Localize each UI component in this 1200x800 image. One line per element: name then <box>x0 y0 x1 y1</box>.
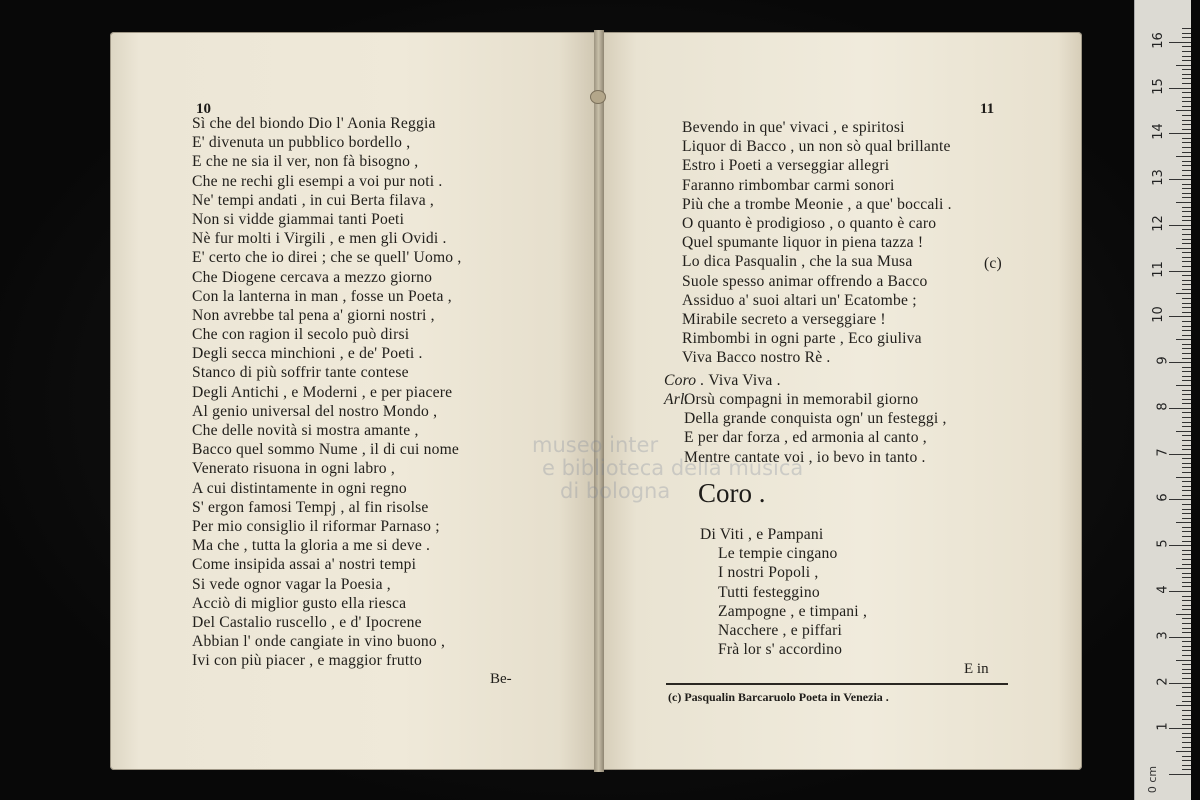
ruler-tick <box>1182 669 1191 670</box>
ruler-tick <box>1182 463 1191 464</box>
verse-line: Che delle novità si mostra amante , <box>192 422 419 439</box>
verse-line: E per dar forza , ed armonia al canto , <box>684 429 927 447</box>
ruler-tick <box>1182 412 1191 413</box>
ruler-tick <box>1182 724 1191 725</box>
ruler-tick <box>1182 175 1191 176</box>
ruler-number: 3 <box>1155 631 1171 640</box>
verse-line: Acciò di miglior gusto ella riesca <box>192 594 407 612</box>
ruler-tick <box>1182 628 1191 629</box>
ruler-tick <box>1182 380 1191 381</box>
ruler-tick <box>1182 719 1191 720</box>
ruler-tick <box>1182 577 1191 578</box>
ruler-tick <box>1182 527 1191 528</box>
verse-line: Non si vidde giammai tanti Poeti <box>192 210 405 228</box>
ruler-number: 1 <box>1155 722 1171 731</box>
ruler-tick <box>1182 440 1191 441</box>
ruler-tick <box>1182 120 1191 121</box>
ruler-tick <box>1176 385 1191 386</box>
footnote-marker: (c) <box>984 255 1002 272</box>
book-gutter <box>594 30 604 772</box>
ruler-tick <box>1182 650 1191 651</box>
ruler-tick <box>1182 193 1191 194</box>
ruler-tick <box>1176 614 1191 615</box>
ruler-tick <box>1182 298 1191 299</box>
ruler-tick <box>1169 362 1191 363</box>
ruler-tick <box>1182 550 1191 551</box>
verse-line: Stanco di più soffrir tante contese <box>192 364 409 382</box>
ruler-number: 12 <box>1151 215 1167 232</box>
ruler-tick <box>1182 449 1191 450</box>
ruler-tick <box>1182 303 1191 304</box>
ruler-tick <box>1182 97 1191 98</box>
watermark-line: e biblioteca della musica <box>542 456 804 480</box>
ruler-tick <box>1182 289 1191 290</box>
ruler-tick <box>1182 435 1191 436</box>
ruler-tick <box>1169 591 1191 592</box>
ruler-tick <box>1176 339 1191 340</box>
watermark-line: museo inter <box>532 433 659 457</box>
ruler-number: 4 <box>1155 585 1171 594</box>
ruler-tick <box>1182 747 1191 748</box>
ruler-tick <box>1176 248 1191 249</box>
ruler-tick <box>1176 202 1191 203</box>
verse-line: Che ne rechi gli esempi a voi pur noti . <box>192 172 443 190</box>
verse-line: Si vede ognor vagar la Poesia , <box>192 575 391 593</box>
ruler-tick <box>1182 710 1191 711</box>
ruler-tick <box>1182 83 1191 84</box>
verse-line: Che con ragion il secolo può dirsi <box>192 326 410 344</box>
ruler-tick <box>1169 637 1191 638</box>
verse-line: Quel spumante liquor in piena tazza ! <box>682 234 924 252</box>
ruler-tick <box>1182 472 1191 473</box>
coro-text: Viva Viva . <box>708 372 781 389</box>
ruler-tick <box>1182 312 1191 313</box>
ruler-tick <box>1182 284 1191 285</box>
ruler-tick <box>1182 623 1191 624</box>
ruler-tick <box>1182 138 1191 139</box>
verse-line: Faranno rimbombar carmi sonori <box>682 176 895 194</box>
ruler-tick <box>1169 499 1191 500</box>
right-catchword: E in <box>964 661 989 677</box>
ruler-tick <box>1182 165 1191 166</box>
ruler-tick <box>1182 239 1191 240</box>
ruler-tick <box>1182 207 1191 208</box>
ruler-tick <box>1176 110 1191 111</box>
verse-line: I nostri Popoli , <box>718 564 819 582</box>
verse-line: Venerato risuona in ogni labro , <box>192 460 396 478</box>
ruler-tick <box>1182 280 1191 281</box>
ruler-tick <box>1182 596 1191 597</box>
ruler-tick <box>1182 481 1191 482</box>
verse-line: Che Diogene cercava a mezzo giorno <box>192 268 433 286</box>
ruler-number: 13 <box>1151 169 1167 186</box>
ruler-number: 5 <box>1155 539 1171 548</box>
ruler-tick <box>1182 765 1191 766</box>
ruler-tick <box>1182 701 1191 702</box>
ruler-tick <box>1182 687 1191 688</box>
ruler-tick <box>1182 124 1191 125</box>
ruler-tick <box>1182 609 1191 610</box>
ruler-tick <box>1182 422 1191 423</box>
ruler-tick <box>1182 531 1191 532</box>
speaker-arl: Arl. <box>664 391 689 408</box>
ruler-tick <box>1169 454 1191 455</box>
ruler-tick <box>1182 184 1191 185</box>
ruler-tick <box>1182 513 1191 514</box>
verse-line: Bacco quel sommo Nume , il di cui nome <box>192 441 460 459</box>
ruler-tick <box>1182 390 1191 391</box>
verse-line: Del Castalio ruscello , e d' Ipocrene <box>192 613 422 631</box>
ruler-tick <box>1182 243 1191 244</box>
verse-line: Suole spesso animar offrendo a Bacco <box>682 272 928 290</box>
verse-line: Ma che , tutta la gloria a me si deve . <box>192 537 431 555</box>
ruler-tick <box>1182 330 1191 331</box>
ruler-tick <box>1182 170 1191 171</box>
verse-line: E che ne sia il ver, non fà bisogno , <box>192 153 419 171</box>
ruler-tick <box>1182 266 1191 267</box>
ruler-tick <box>1169 179 1191 180</box>
ruler-tick <box>1182 737 1191 738</box>
verse-line: Ne' tempi andati , in cui Berta filava , <box>192 191 435 209</box>
ruler-tick <box>1182 229 1191 230</box>
ruler-tick <box>1182 582 1191 583</box>
ruler-tick <box>1182 403 1191 404</box>
verse-line: Assiduo a' suoi altari un' Ecatombe ; <box>682 291 917 309</box>
verse-line: Bevendo in que' vivaci , e spiritosi <box>682 119 905 136</box>
chorus-verse <box>700 525 867 659</box>
ruler-tick <box>1182 605 1191 606</box>
ruler-number: 16 <box>1151 31 1167 49</box>
ruler-number: 14 <box>1151 123 1167 141</box>
ruler-tick <box>1182 518 1191 519</box>
ruler-tick <box>1182 715 1191 716</box>
ruler-tick <box>1169 88 1191 89</box>
ruler-tick <box>1182 573 1191 574</box>
ruler-tick <box>1182 115 1191 116</box>
ruler-tick <box>1182 504 1191 505</box>
ruler-tick <box>1182 760 1191 761</box>
ruler-tick <box>1182 467 1191 468</box>
ruler-tick <box>1182 348 1191 349</box>
ruler-tick <box>1182 486 1191 487</box>
ruler-tick <box>1182 353 1191 354</box>
measurement-ruler <box>1134 0 1191 800</box>
verse-line: Liquor di Bacco , un non sò qual brillante <box>682 138 951 156</box>
left-page-number: 10 <box>196 101 211 117</box>
ruler-tick <box>1182 458 1191 459</box>
ruler-tick <box>1169 545 1191 546</box>
ruler-tick <box>1182 101 1191 102</box>
ruler-tick <box>1182 216 1191 217</box>
ruler-tick <box>1182 60 1191 61</box>
ruler-tick <box>1182 220 1191 221</box>
verse-line: Come insipida assai a' nostri tempi <box>192 556 417 574</box>
ruler-tick <box>1182 417 1191 418</box>
ruler-tick <box>1182 618 1191 619</box>
verse-line: Nè fur molti i Virgili , e men gli Ovidi . <box>192 230 447 248</box>
ruler-tick <box>1182 46 1191 47</box>
ruler-number: 2 <box>1155 676 1171 686</box>
verse-line: Abbian l' onde cangiate in vino buono , <box>192 633 446 651</box>
verse-line: S' ergon famosi Tempj , al fin risolse <box>192 498 429 516</box>
arl-speech <box>684 390 947 467</box>
ruler-tick <box>1182 78 1191 79</box>
ruler-tick <box>1182 426 1191 427</box>
ruler-number: 11 <box>1151 260 1167 278</box>
ruler-tick <box>1182 261 1191 262</box>
ruler-tick <box>1182 742 1191 743</box>
ruler-tick <box>1182 252 1191 253</box>
ruler-number: 8 <box>1155 402 1171 411</box>
ruler-tick <box>1182 600 1191 601</box>
ruler-tick <box>1176 751 1191 752</box>
ruler-tick <box>1182 344 1191 345</box>
speaker-coro: Coro . <box>664 372 705 389</box>
verse-line: Con la lanterna in man , fosse un Poeta , <box>192 287 452 305</box>
left-page-text <box>192 114 461 670</box>
ruler-tick <box>1182 147 1191 148</box>
ruler-tick <box>1182 564 1191 565</box>
ruler-tick <box>1182 335 1191 336</box>
ruler-tick <box>1169 316 1191 317</box>
ruler-tick <box>1169 42 1191 43</box>
verse-line: Sì che del biondo Dio l' Aonia Reggia <box>192 115 436 132</box>
verse-line: Orsù compagni in memorabil giorno <box>684 391 919 408</box>
ruler-tick <box>1182 188 1191 189</box>
ruler-tick <box>1176 431 1191 432</box>
ruler-tick <box>1182 152 1191 153</box>
ruler-tick <box>1182 367 1191 368</box>
ruler-tick <box>1182 586 1191 587</box>
ruler-number: 15 <box>1151 77 1167 95</box>
verse-line: Viva Bacco nostro Rè . <box>682 349 831 367</box>
verse-line: Nacchere , e piffari <box>718 621 843 639</box>
ruler-tick <box>1182 257 1191 258</box>
ruler-tick <box>1182 74 1191 75</box>
ruler-tick <box>1182 641 1191 642</box>
verse-line: Di Viti , e Pampani <box>700 526 824 543</box>
ruler-tick <box>1182 28 1191 29</box>
verse-line: E' certo che io direi ; che se quell' Uomo , <box>192 249 462 267</box>
ruler-tick <box>1182 33 1191 34</box>
right-page-verse <box>682 118 952 367</box>
ruler-tick <box>1182 696 1191 697</box>
verse-line: Frà lor s' accordino <box>718 641 843 659</box>
verse-line: E' divenuta un pubblico bordello , <box>192 134 411 152</box>
ruler-tick <box>1182 371 1191 372</box>
ruler-tick <box>1182 69 1191 70</box>
ruler-tick <box>1182 307 1191 308</box>
ruler-number: 9 <box>1155 356 1171 365</box>
watermark-line: di bologna <box>560 479 671 503</box>
ruler-tick <box>1182 509 1191 510</box>
ruler-tick <box>1182 646 1191 647</box>
ruler-tick <box>1182 733 1191 734</box>
ruler-number: 7 <box>1155 447 1171 457</box>
ruler-tick <box>1176 705 1191 706</box>
ruler-tick <box>1176 477 1191 478</box>
verse-line: Ivi con più piacer , e maggior frutto <box>192 652 422 670</box>
ruler-tick <box>1182 678 1191 679</box>
ruler-tick <box>1169 774 1191 775</box>
ruler-tick <box>1182 161 1191 162</box>
ruler-tick <box>1169 408 1191 409</box>
ruler-tick <box>1169 133 1191 134</box>
ruler-tick <box>1182 326 1191 327</box>
left-catchword: Be- <box>490 671 512 687</box>
ruler-tick <box>1182 541 1191 542</box>
ruler-tick <box>1182 632 1191 633</box>
ruler-tick <box>1182 490 1191 491</box>
ruler-tick <box>1182 559 1191 560</box>
chorus-heading: Coro . <box>698 478 766 508</box>
ruler-tick <box>1182 51 1191 52</box>
verse-line: Per mio consiglio il riformar Parnaso ; <box>192 517 440 535</box>
ruler-tick <box>1176 293 1191 294</box>
ruler-tick <box>1182 399 1191 400</box>
ruler-tick <box>1169 683 1191 684</box>
ruler-tick <box>1169 728 1191 729</box>
ruler-number: 10 <box>1151 306 1167 324</box>
verse-line: Della grande conquista ogn' un festeggi , <box>684 410 947 428</box>
ruler-unit: 0 cm <box>1146 765 1160 794</box>
ruler-tick <box>1182 37 1191 38</box>
verse-line: O quanto è prodigioso , o quanto è caro <box>682 214 937 232</box>
ruler-tick <box>1176 660 1191 661</box>
ruler-tick <box>1176 156 1191 157</box>
verse-line: Degli Antichi , e Moderni , e per piacere <box>192 383 453 401</box>
ruler-tick <box>1169 225 1191 226</box>
ruler-tick <box>1182 445 1191 446</box>
footnote-rule <box>666 683 1008 685</box>
ruler-tick <box>1182 655 1191 656</box>
ruler-tick <box>1182 495 1191 496</box>
ruler-tick <box>1182 769 1191 770</box>
ruler-tick <box>1182 376 1191 377</box>
verse-line: Le tempie cingano <box>718 545 838 563</box>
footnote: (c) Pasqualin Barcaruolo Poeta in Venezia . <box>668 690 889 704</box>
verse-line: Mentre cantate voi , io bevo in tanto . <box>684 448 926 466</box>
ruler-tick <box>1182 358 1191 359</box>
ruler-tick <box>1182 92 1191 93</box>
ruler-tick <box>1176 522 1191 523</box>
verse-line: Estro i Poeti a verseggiar allegri <box>682 157 890 175</box>
ruler-tick <box>1182 142 1191 143</box>
ruler-number: 6 <box>1155 493 1171 503</box>
ruler-tick <box>1182 197 1191 198</box>
ruler-tick <box>1182 106 1191 107</box>
verse-line: Zampogne , e timpani , <box>718 602 868 620</box>
ruler-tick <box>1169 271 1191 272</box>
ruler-tick <box>1176 65 1191 66</box>
binding-thread <box>590 90 606 104</box>
ruler-tick <box>1182 536 1191 537</box>
coro-line <box>664 371 781 390</box>
verse-line: Mirabile secreto a verseggiare ! <box>682 310 886 328</box>
ruler-tick <box>1182 756 1191 757</box>
verse-line: Non avrebbe tal pena a' giorni nostri , <box>192 306 435 324</box>
ruler-tick <box>1182 673 1191 674</box>
verse-line: Degli secca minchioni , e de' Poeti . <box>192 345 423 363</box>
ruler-tick <box>1182 664 1191 665</box>
ruler-tick <box>1182 275 1191 276</box>
ruler-tick <box>1182 394 1191 395</box>
ruler-tick <box>1182 56 1191 57</box>
ruler-tick <box>1182 554 1191 555</box>
verse-line: Al genio universal del nostro Mondo , <box>192 402 438 420</box>
ruler-tick <box>1182 692 1191 693</box>
ruler-tick <box>1182 211 1191 212</box>
ruler-tick <box>1176 568 1191 569</box>
verse-line: Rimbombi in ogni parte , Eco giuliva <box>682 330 922 348</box>
ruler-tick <box>1182 234 1191 235</box>
verse-line: Più che a trombe Meonie , a que' boccali . <box>682 195 952 213</box>
verse-line: Tutti festeggino <box>718 583 820 601</box>
verse-line: A cui distintamente in ogni regno <box>192 479 407 497</box>
verse-line: Lo dica Pasqualin , che la sua Musa <box>682 253 913 271</box>
ruler-tick <box>1182 129 1191 130</box>
right-page-number: 11 <box>980 101 995 117</box>
ruler-tick <box>1182 321 1191 322</box>
